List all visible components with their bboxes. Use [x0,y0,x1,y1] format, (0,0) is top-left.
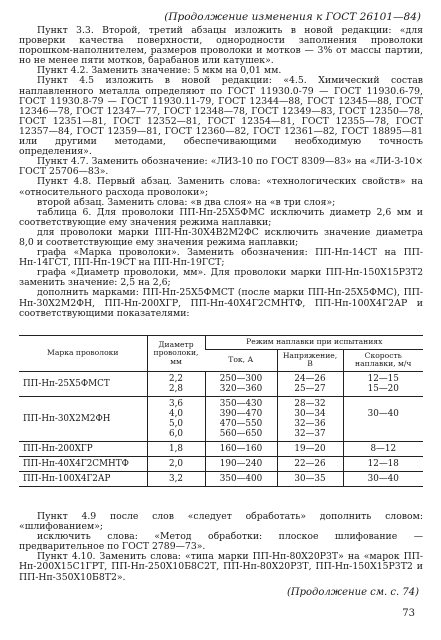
paragraph: графа «Диаметр проволоки, мм». Для проволоки марки ПП-Нп-150Х15Р3Т2 заменить значение: 2,5 на 2,6; [19,267,423,289]
cell-value: 12—15 [367,373,399,384]
cell-value: 3,6 [169,398,183,409]
paragraph: Пункт 4.10. Заменить слова: «типа марки ПП-Нп-80Х20Р3Т» на «марок ПП-Нп-200Х15С1ГРТ, ПП-Нп-250Х10Б8С2Т, ПП-Нп-80Х20Р3Т, ПП-Нп-150Х15Р3Т2 и ПП-Нп-350Х10Б8Т2». [19,551,423,583]
cell-voltage [277,456,343,471]
cell-speed [343,371,423,396]
paragraph: Пункт 4.9 после слов «следует обработать» дополнить словом: «шлифованием»; [19,511,423,533]
header-current: Ток, А [205,349,277,371]
header-speed: Скорость наплавки, м/ч [343,349,423,371]
table-row [19,471,423,486]
header-diameter: Диаметр проволоки, мм [147,336,205,372]
cell-current [205,396,277,441]
cell-value: 8—12 [370,443,397,454]
cell-value: 15—20 [367,383,399,394]
table-row [19,396,423,441]
cell-value: 4,0 [169,408,183,419]
paragraph: Пункт 4.8. Первый абзац. Заменить слова: «технологических свойств» на «относительного расхода проволоки»; [19,176,423,198]
cell-value: 6,0 [169,428,183,439]
cell-diam [147,441,205,456]
cell-value [346,399,422,409]
cell-value: 30—40 [367,408,399,419]
table-row [19,441,423,456]
cell-mark: ПП-Нп-40Х4Г2СМНТФ [19,456,147,471]
cell-diam [147,471,205,486]
continuation-note: (Продолжение см. с. 74) [286,587,419,598]
header-mode-group: Режим наплавки при испытаниях [205,336,423,350]
cell-mark: ПП-Нп-30Х2М2ФН [19,396,147,441]
cell-value: 560—650 [219,428,263,439]
paragraph: Пункт 3.3. Второй, третий абзацы изложить в новой редакции: «для проверки качества поверхности, однородности заполнения проволоки порошком-наполнителем, размеров проволоки и мотков — 3% от массы партии, но не менее пяти мотков, барабанов или катушек». [19,25,423,67]
cell-value: 320—360 [219,383,263,394]
table-row [19,371,423,396]
cell-diam [147,456,205,471]
cell-voltage [277,371,343,396]
paragraph: исключить слова: «Метод обработки: плоское шлифование — предварительное по ГОСТ 2789—73». [19,531,423,553]
cell-current [205,456,277,471]
cell-current [205,471,277,486]
header-mark: Марка проволоки [19,336,147,372]
paragraph: таблица 6. Для проволоки ПП-Нп-25Х5ФМС исключить диаметр 2,6 мм и соответствующие ему значения режима наплавки; [19,206,423,228]
cell-value: 30—35 [294,473,326,484]
cell-value: 19—20 [294,443,326,454]
cell-value [346,419,422,429]
cell-diam [147,396,205,441]
table-row [19,456,423,471]
cell-voltage [277,441,343,456]
cell-value: 12—18 [367,458,399,469]
continuation-header: (Продолжение изменения к ГОСТ 26101—84) [164,11,421,23]
cell-value: 3,2 [169,473,183,484]
cell-diam [147,371,205,396]
cell-value: 30—40 [367,473,399,484]
cell-mark: ПП-Нп-25Х5ФМСТ [19,371,147,396]
cell-value: 2,0 [169,458,183,469]
cell-value: 32—36 [294,418,326,429]
cell-value: 190—240 [219,458,263,469]
cell-current [205,441,277,456]
cell-speed [343,471,423,486]
cell-value: 30—34 [294,408,326,419]
welding-mode-table [19,335,423,487]
cell-voltage [277,471,343,486]
cell-voltage [277,396,343,441]
cell-value: 1,8 [169,443,183,454]
main-text [19,26,423,319]
header-voltage: Напряжение, В [277,349,343,371]
cell-value [346,429,422,439]
paragraph: дополнить марками: ПП-Нп-25Х5ФМСТ (после марки ПП-Нп-25Х5ФМС), ПП-Нп-30Х2М2ФН, ПП-Нп-200ХГР, ПП-Нп-40Х4Г2СМНТФ, ПП-Нп-100Х4Г2АР и соответствующими показателями: [19,287,423,319]
cell-value: 350—430 [219,398,263,409]
cell-value: 390—470 [219,408,263,419]
cell-current [205,371,277,396]
paragraph: графа «Марка проволоки». Заменить обозначения: ПП-Нп-14СТ на ПП-Нп-14ГСТ, ПП-Нп-19СТ на ПП-Нп-19ГСТ; [19,247,423,269]
paragraph: Пункт 4.7. Заменить обозначение: «ЛИЗ-10 по ГОСТ 8309—83» на «ЛИ-3-10× ГОСТ 25706—83». [19,156,423,178]
cell-value: 24—26 [294,373,326,384]
paragraph: второй абзац. Заменить слова: «в два слоя» на «в три слоя»; [37,196,336,208]
cell-value: 32—37 [294,428,326,439]
cell-value: 470—550 [219,418,263,429]
paragraph: Пункт 4.2. Заменить значение: 5 мкм на 0,01 мм. [37,65,282,77]
cell-speed [343,396,423,441]
cell-mark: ПП-Нп-100Х4Г2АР [19,471,147,486]
cell-value: 22—26 [294,458,326,469]
cell-value: 250—300 [219,373,263,384]
cell-value: 160—160 [219,443,263,454]
cell-value: 25—27 [294,383,326,394]
cell-value: 2,2 [169,373,183,384]
cell-speed [343,441,423,456]
paragraph: Пункт 4.5 изложить в новой редакции: «4.5. Химический состав наплавленного металла определяют по ГОСТ 11930.0-79 — ГОСТ 11930.6-79, ГОСТ 11930.8-79 — ГОСТ 11930.11-79, ГОСТ 12344—88, ГОСТ 12345—88, ГОСТ 12346—78, ГОСТ 12347—77, ГОСТ 12348—78, ГОСТ 12349—83, ГОСТ 12350—78, ГОСТ 12351—81, ГОСТ 12352—81, ГОСТ 12354—81, ГОСТ 12355—78, ГОСТ 12357—84, ГОСТ 12359—81, ГОСТ 12360—82, ГОСТ 12361—82, ГОСТ 18895—81 или другими методами, обеспечивающими необходимую точность определения». [19,75,423,158]
cell-value: 5,0 [169,418,183,429]
cell-value: 2,8 [169,383,183,394]
cell-speed [343,456,423,471]
cell-value: 350—400 [219,473,263,484]
continued-text [19,512,423,583]
paragraph: для проволоки марки ПП-Нп-30Х4В2М2ФС исключить значение диаметра 8,0 и соответствующие ему значения режима наплавки; [19,226,423,248]
cell-value: 28—32 [294,398,326,409]
page-number: 73 [402,608,415,619]
cell-mark: ПП-Нп-200ХГР [19,441,147,456]
